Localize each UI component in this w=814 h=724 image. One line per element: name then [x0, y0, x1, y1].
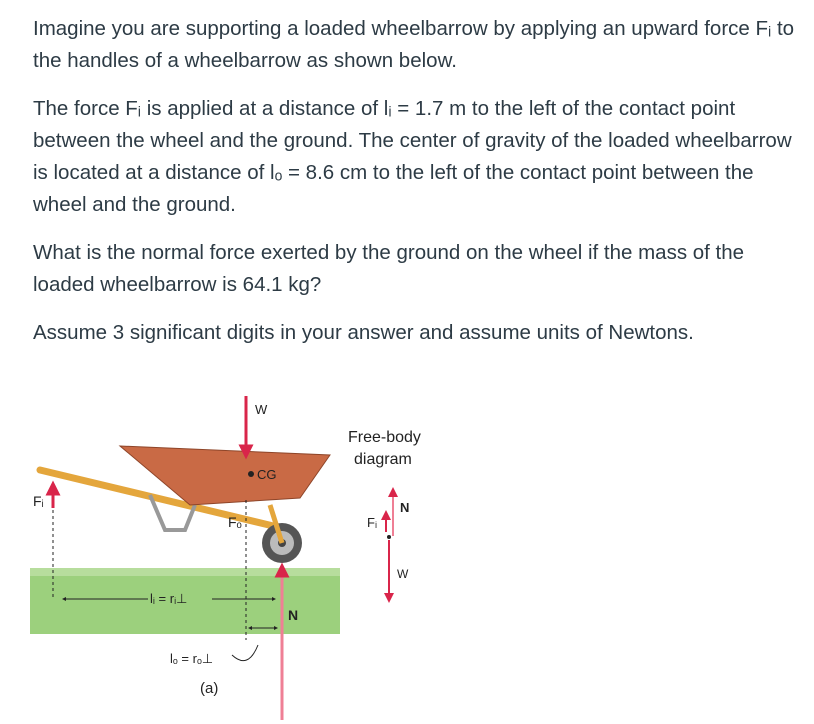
fbd-fi-label: Fᵢ [367, 515, 377, 530]
fbd-title-line2: diagram [354, 451, 412, 468]
fi-label: Fᵢ [33, 493, 44, 509]
n-label: N [288, 607, 299, 623]
lo-pointer [232, 645, 258, 661]
w-label: W [255, 402, 268, 417]
fo-label: Fₒ [228, 514, 242, 530]
question-paragraph-3: What is the normal force exerted by the ground on the wheel if the mass of the loaded wheelbarrow is 64.1 kg? [33, 241, 745, 296]
fbd-title-line1: Free-body [348, 429, 421, 446]
cg-label: CG [257, 467, 277, 482]
lo-label: lₒ = rₒ⊥ [170, 651, 214, 666]
li-label: lᵢ = rᵢ⊥ [150, 591, 188, 606]
ground-top [30, 568, 340, 576]
question-paragraph-2: The force Fᵢ is applied at a distance of lᵢ = 1.7 m to the left of the contact point between the wheel and the ground. The center of gravity of the loaded wheelbarrow is located at a distance of lₒ = 8.6 cm to the left of the contact point between the wheel and the ground. [33, 97, 792, 216]
question-paragraph-1: Imagine you are supporting a loaded wheelbarrow by applying an upward force Fᵢ to the handles of a wheelbarrow as shown below. [33, 17, 795, 72]
question-paragraph-4: Assume 3 significant digits in your answer and assume units of Newtons. [33, 321, 694, 344]
fbd-point [387, 535, 391, 539]
fbd-w-label: W [397, 567, 409, 581]
cg-dot [248, 471, 254, 477]
fbd-n-label: N [400, 500, 410, 515]
figure-caption: (a) [200, 680, 219, 697]
